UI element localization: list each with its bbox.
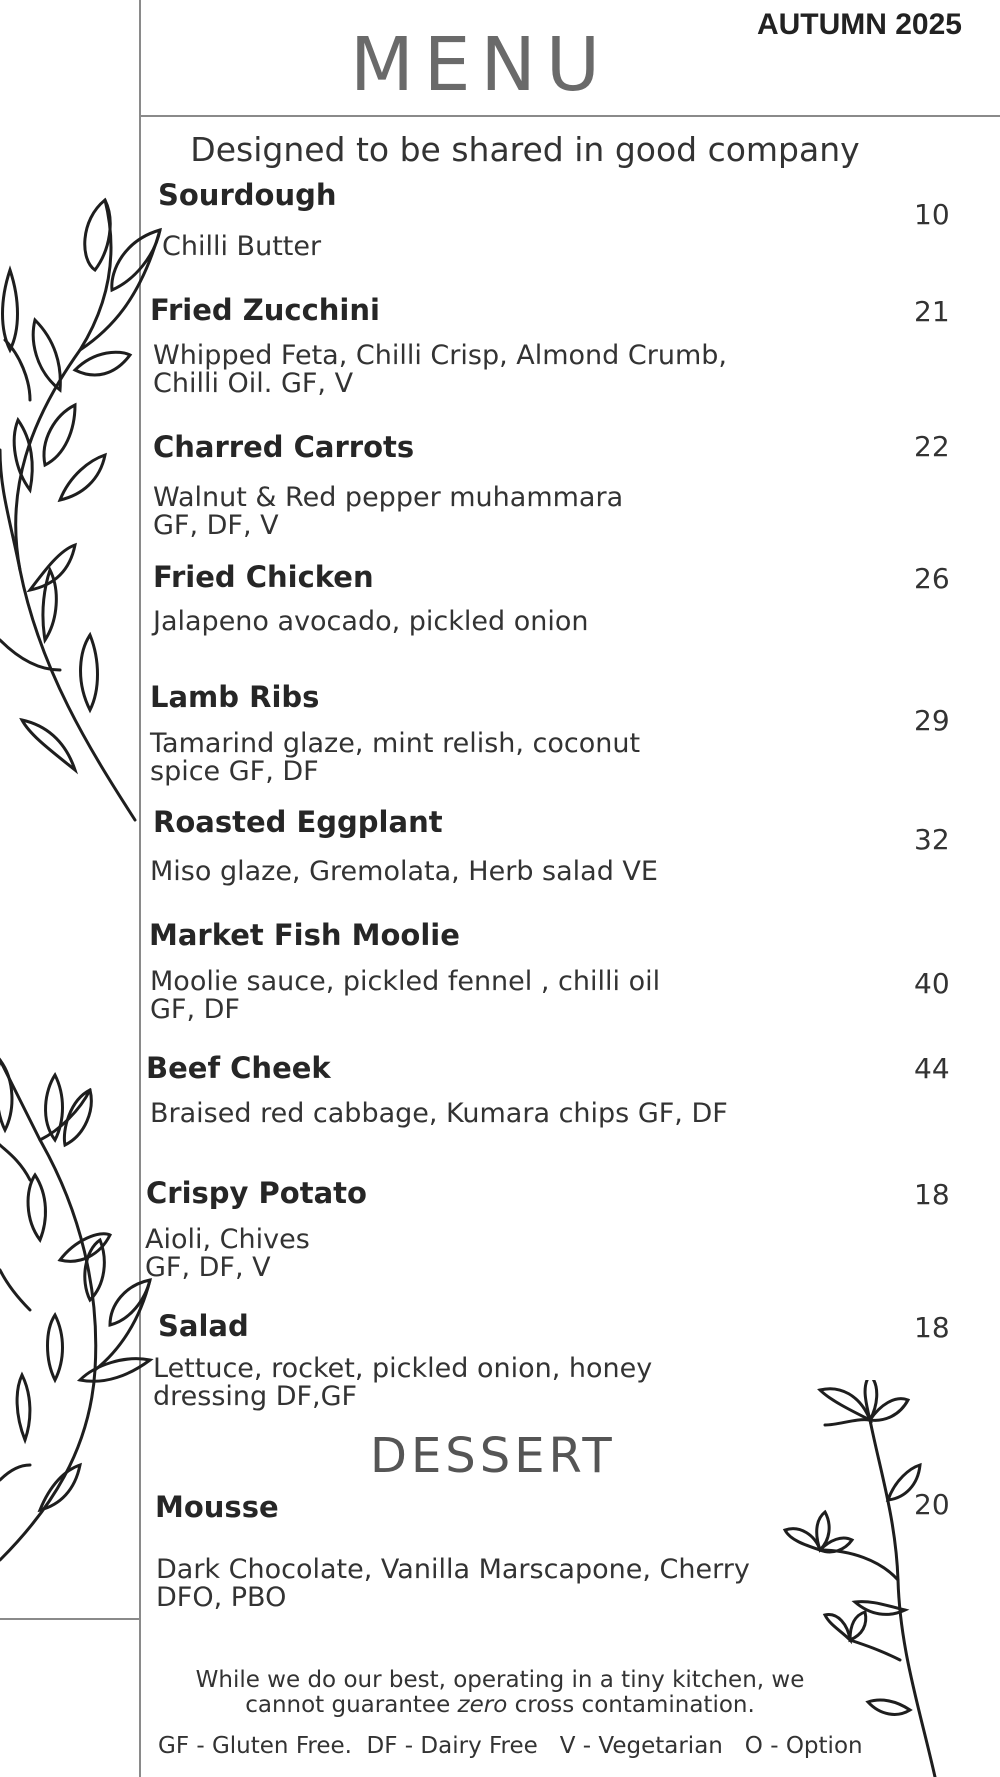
item-desc-fried-zucchini: Whipped Feta, Chilli Crisp, Almond Crumb, Chilli Oil. GF, V	[153, 340, 727, 399]
dietary-legend: GF - Gluten Free. DF - Dairy Free V - Vegetarian O - Option	[158, 1733, 863, 1759]
item-desc-salad: Lettuce, rocket, pickled onion, honey dressing DF,GF	[153, 1353, 653, 1412]
item-price-fried-zucchini: 21	[914, 295, 950, 328]
item-name-charred-carrots: Charred Carrots	[153, 430, 415, 464]
season-label: AUTUMN 2025	[756, 8, 962, 41]
item-desc-mousse: Dark Chocolate, Vanilla Marscapone, Cherry DFO, PBO	[156, 1554, 750, 1613]
item-price-crispy-potato: 18	[914, 1178, 950, 1211]
item-name-market-fish-moolie: Market Fish Moolie	[149, 918, 460, 952]
item-desc-beef-cheek: Braised red cabbage, Kumara chips GF, DF	[150, 1098, 728, 1129]
flower-branch-bottom-right-icon	[780, 1380, 1000, 1777]
bottom-left-divider	[0, 1618, 140, 1620]
item-desc-roasted-eggplant: Miso glaze, Gremolata, Herb salad VE	[150, 856, 658, 887]
item-desc-charred-carrots: Walnut & Red pepper muhammara GF, DF, V	[153, 482, 624, 541]
item-name-crispy-potato: Crispy Potato	[146, 1176, 367, 1210]
item-price-fried-chicken: 26	[914, 562, 950, 595]
item-desc-fried-chicken: Jalapeno avocado, pickled onion	[153, 606, 589, 637]
disclaimer-line-2: cannot guarantee zero cross contamination.	[245, 1692, 755, 1718]
item-desc-lamb-ribs: Tamarind glaze, mint relish, coconut spice GF, DF	[150, 728, 641, 787]
item-price-mousse: 20	[914, 1488, 950, 1521]
leafy-branch-bottom-left-icon	[0, 1050, 160, 1590]
header-divider	[140, 115, 1000, 117]
item-name-beef-cheek: Beef Cheek	[146, 1051, 331, 1085]
item-name-mousse: Mousse	[155, 1490, 279, 1524]
item-name-sourdough: Sourdough	[158, 178, 337, 212]
item-price-roasted-eggplant: 32	[914, 823, 950, 856]
page-title: MENU	[349, 22, 611, 108]
item-desc-market-fish-moolie: Moolie sauce, pickled fennel , chilli oil GF, DF	[150, 966, 661, 1025]
disclaimer-line-1: While we do our best, operating in a tiny kitchen, we	[195, 1667, 805, 1693]
tagline: Designed to be shared in good company	[190, 130, 860, 169]
item-name-fried-zucchini: Fried Zucchini	[150, 293, 380, 327]
item-name-fried-chicken: Fried Chicken	[153, 560, 374, 594]
leafy-branch-top-left-icon	[0, 190, 170, 830]
item-name-roasted-eggplant: Roasted Eggplant	[153, 805, 443, 839]
item-price-charred-carrots: 22	[914, 430, 950, 463]
item-name-lamb-ribs: Lamb Ribs	[150, 680, 320, 714]
item-price-sourdough: 10	[914, 198, 950, 231]
dessert-heading: DESSERT	[370, 1428, 616, 1484]
item-desc-crispy-potato: Aioli, Chives GF, DF, V	[145, 1224, 310, 1283]
item-price-beef-cheek: 44	[914, 1052, 950, 1085]
disclaimer	[160, 1668, 840, 1718]
item-name-salad: Salad	[158, 1309, 249, 1343]
item-price-lamb-ribs: 29	[914, 704, 950, 737]
item-price-salad: 18	[914, 1311, 950, 1344]
item-desc-sourdough: Chilli Butter	[162, 231, 322, 262]
item-price-market-fish-moolie: 40	[914, 967, 950, 1000]
